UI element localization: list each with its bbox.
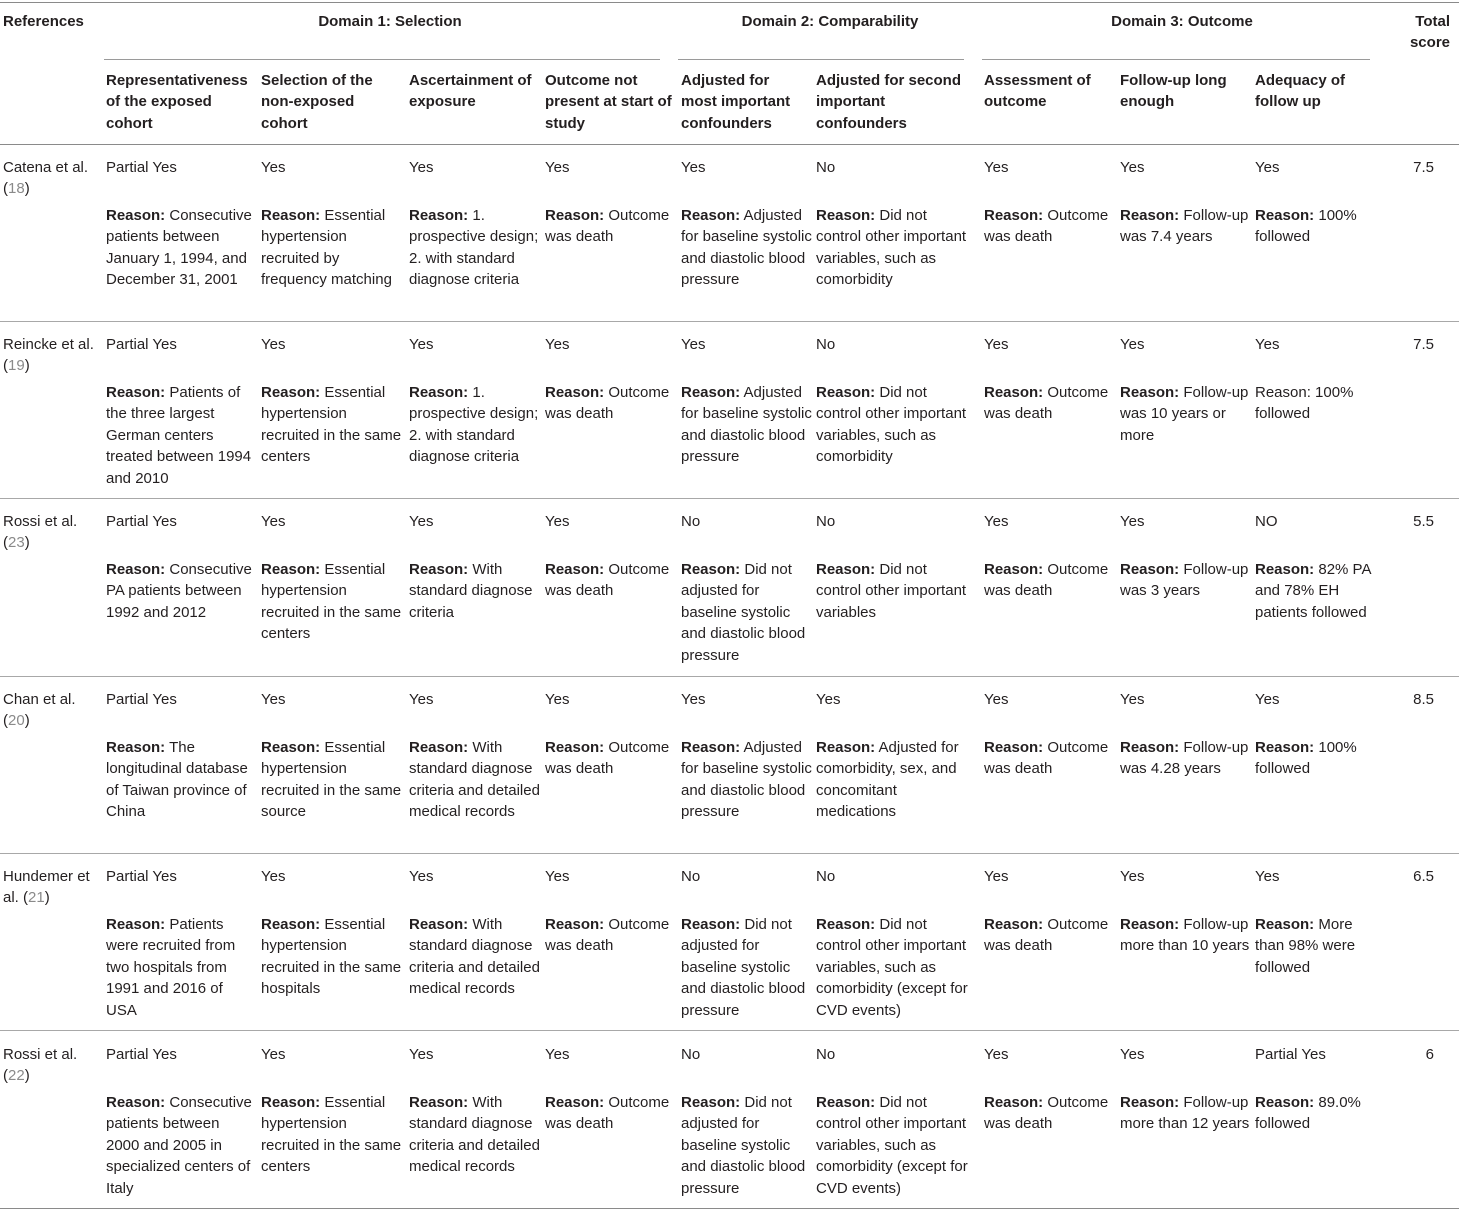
reason-cell [816, 559, 976, 623]
reason-text: Consecutive patients between 2000 and 2005 in specialized centers of Italy [106, 1094, 252, 1197]
reason-text: Adjusted for baseline systolic and diastolic blood pressure [681, 739, 812, 821]
citation-link[interactable]: 21 [28, 889, 45, 907]
reason-cell [1255, 559, 1385, 623]
answer-cell: Partial Yes [106, 868, 177, 885]
reason-cell [1120, 205, 1250, 248]
answer-cell: No [816, 513, 836, 530]
reason-label: Reason: [545, 384, 605, 401]
answer-cell: Yes [984, 691, 1009, 708]
reason-text: 89.0% followed [1255, 1094, 1361, 1133]
reason-text: Follow-up was 7.4 years [1120, 207, 1249, 246]
reason-text: 1. prospective design; 2. with standard diagnose criteria [409, 207, 539, 289]
answer-cell: No [816, 336, 836, 353]
reason-label: Reason: [984, 561, 1044, 578]
reason-label: Reason: [1120, 561, 1180, 578]
reason-label: Reason: [816, 739, 876, 756]
answer-cell: Yes [261, 868, 286, 885]
reason-text: Outcome was death [545, 1094, 670, 1133]
reason-label: Reason: [816, 207, 876, 224]
answer-cell: NO [1255, 513, 1278, 530]
domain1-header: Domain 1: Selection [318, 13, 462, 30]
reason-label: Reason: [816, 561, 876, 578]
reason-cell [545, 205, 675, 248]
answer-cell: Yes [545, 1046, 570, 1063]
column-header: Outcome not present at start of study [545, 72, 672, 132]
reason-cell [1120, 914, 1250, 957]
reason-label: Reason: [1255, 739, 1315, 756]
reason-text: Outcome was death [984, 739, 1109, 778]
reason-text: Adjusted for baseline systolic and diastolic blood pressure [681, 207, 812, 289]
citation-link[interactable]: 22 [8, 1067, 25, 1085]
reason-cell [1255, 914, 1385, 978]
answer-cell: Yes [1255, 868, 1280, 885]
references-header: References [3, 13, 84, 30]
reason-label: Reason: [1120, 207, 1180, 224]
reason-text: Outcome was death [545, 207, 670, 246]
reason-cell [409, 559, 541, 623]
reason-text: 1. prospective design; 2. with standard diagnose criteria [409, 384, 539, 466]
domain3-header: Domain 3: Outcome [1111, 13, 1253, 30]
reason-text: Reason: 100% followed [1255, 384, 1354, 423]
reason-label: Reason: [409, 739, 469, 756]
reason-text: Did not adjusted for baseline systolic and diastolic blood pressure [681, 916, 806, 1019]
reference-name: Rossi et al. [3, 1046, 78, 1063]
reason-label: Reason: [261, 207, 321, 224]
reason-text: 100% followed [1255, 207, 1357, 246]
reason-cell [681, 559, 813, 666]
reason-cell [816, 737, 976, 823]
column-header: Assessment of outcome [984, 72, 1091, 111]
total-score-cell: 5.5 [1413, 513, 1434, 530]
answer-cell: Yes [1120, 868, 1145, 885]
reason-text: Did not control other important variables [816, 561, 967, 621]
citation-link[interactable]: 23 [8, 534, 25, 552]
answer-cell: Partial Yes [106, 1046, 177, 1063]
answer-cell: Yes [1120, 1046, 1145, 1063]
reason-cell [984, 382, 1116, 425]
reason-text: The longitudinal database of Taiwan province of China [106, 739, 248, 821]
reason-text: Did not control other important variables, such as comorbidity (except for CVD events) [816, 916, 968, 1019]
domain2-header: Domain 2: Comparability [741, 13, 919, 30]
reason-cell [1255, 1092, 1385, 1135]
reason-cell [681, 205, 813, 291]
reason-cell [1120, 737, 1250, 780]
reason-text: Essential hypertension recruited in the same centers [261, 384, 402, 466]
reason-cell [106, 205, 256, 291]
reason-text: Outcome was death [984, 916, 1109, 955]
reason-label: Reason: [261, 1094, 321, 1111]
reason-label: Reason: [1120, 384, 1180, 401]
reason-cell [1255, 382, 1385, 425]
reason-cell [984, 914, 1116, 957]
answer-cell: Yes [1120, 336, 1145, 353]
reason-cell [1120, 559, 1250, 602]
reason-label: Reason: [681, 207, 741, 224]
reason-text: Outcome was death [545, 916, 670, 955]
reason-text: With standard diagnose criteria and detailed medical records [409, 739, 540, 821]
reason-label: Reason: [545, 207, 605, 224]
answer-cell: Partial Yes [106, 159, 177, 176]
reason-label: Reason: [681, 384, 741, 401]
reason-cell [816, 205, 976, 291]
reason-text: Did not adjusted for baseline systolic and diastolic blood pressure [681, 561, 806, 664]
reason-label: Reason: [545, 916, 605, 933]
reason-text: Essential hypertension recruited in the same source [261, 739, 402, 821]
header-bottom-rule [0, 144, 1459, 145]
reason-text: Consecutive patients between January 1, 1994, and December 31, 2001 [106, 207, 252, 289]
reason-cell [1255, 205, 1385, 248]
reason-label: Reason: [1255, 561, 1315, 578]
reason-text: Follow-up was 10 years or more [1120, 384, 1249, 444]
reason-label: Reason: [984, 207, 1044, 224]
reason-cell [984, 559, 1116, 602]
reason-cell [106, 559, 256, 623]
reason-label: Reason: [984, 1094, 1044, 1111]
reason-text: Outcome was death [545, 384, 670, 423]
reason-label: Reason: [261, 739, 321, 756]
answer-cell: Yes [409, 1046, 434, 1063]
reason-cell [1120, 382, 1250, 446]
reason-text: Outcome was death [545, 561, 670, 600]
column-header: Adjusted for second important confounders [816, 72, 962, 132]
answer-cell: No [681, 513, 701, 530]
reason-cell [106, 914, 256, 1021]
reason-text: Outcome was death [984, 1094, 1109, 1133]
answer-cell: Yes [409, 336, 434, 353]
reason-text: With standard diagnose criteria and detailed medical records [409, 1094, 540, 1176]
domain3-underline [982, 59, 1370, 60]
column-header: Adjusted for most important confounders [681, 72, 791, 132]
reason-label: Reason: [1120, 739, 1180, 756]
column-header: Adequacy of follow up [1255, 72, 1346, 111]
reason-cell [816, 382, 976, 468]
reference-cell: Chan et al. (20) [3, 691, 76, 730]
answer-cell: Yes [545, 691, 570, 708]
row-divider [0, 676, 1459, 677]
reason-text: Follow-up more than 10 years [1120, 916, 1250, 955]
total-score-cell: 6 [1425, 1046, 1434, 1063]
total-score-cell: 7.5 [1413, 336, 1434, 353]
answer-cell: Yes [984, 1046, 1009, 1063]
reason-label: Reason: [1120, 1094, 1180, 1111]
column-header: Follow-up long enough [1120, 72, 1227, 111]
reason-text: Outcome was death [984, 384, 1109, 423]
reason-cell [816, 914, 976, 1021]
reason-text: Essential hypertension recruited in the same hospitals [261, 916, 402, 998]
reason-label: Reason: [261, 384, 321, 401]
reason-text: Adjusted for baseline systolic and diastolic blood pressure [681, 384, 812, 466]
answer-cell: Yes [261, 513, 286, 530]
reason-cell [409, 1092, 541, 1178]
reason-cell [984, 205, 1116, 248]
answer-cell: No [681, 868, 701, 885]
citation-link[interactable]: 20 [8, 712, 25, 730]
answer-cell: Yes [545, 336, 570, 353]
reason-text: Adjusted for comorbidity, sex, and concomitant medications [816, 739, 959, 821]
reason-cell [106, 1092, 256, 1199]
reason-label: Reason: [409, 384, 469, 401]
reason-cell [984, 737, 1116, 780]
total-score-cell: 8.5 [1413, 691, 1434, 708]
reason-cell [106, 382, 256, 489]
answer-cell: Partial Yes [106, 513, 177, 530]
reason-text: Patients were recruited from two hospitals from 1991 and 2016 of USA [106, 916, 236, 1019]
answer-cell: Yes [816, 691, 841, 708]
reason-text: 82% PA and 78% EH patients followed [1255, 561, 1371, 621]
reason-cell [681, 914, 813, 1021]
reason-cell [261, 737, 403, 823]
reference-cell: Rossi et al. (22) [3, 1046, 78, 1085]
reason-label: Reason: [545, 561, 605, 578]
answer-cell: Yes [409, 513, 434, 530]
reason-label: Reason: [106, 916, 166, 933]
reason-cell [409, 382, 541, 468]
reason-label: Reason: [106, 207, 166, 224]
reason-text: Follow-up was 4.28 years [1120, 739, 1249, 778]
answer-cell: Yes [261, 1046, 286, 1063]
answer-cell: Yes [681, 336, 706, 353]
reason-label: Reason: [106, 1094, 166, 1111]
reason-label: Reason: [261, 916, 321, 933]
reason-text: Did not control other important variables, such as comorbidity [816, 207, 967, 289]
reason-label: Reason: [984, 916, 1044, 933]
column-header: Ascertainment of exposure [409, 72, 532, 111]
row-divider [0, 1030, 1459, 1031]
answer-cell: Yes [1120, 691, 1145, 708]
reason-cell [409, 737, 541, 823]
row-divider [0, 853, 1459, 854]
reason-text: Follow-up was 3 years [1120, 561, 1249, 600]
reason-label: Reason: [816, 1094, 876, 1111]
reference-name: Rossi et al. [3, 513, 78, 530]
table-top-rule [0, 2, 1459, 3]
reason-label: Reason: [816, 384, 876, 401]
reason-label: Reason: [681, 739, 741, 756]
reason-cell [545, 737, 675, 780]
reason-label: Reason: [409, 561, 469, 578]
reason-label: Reason: [681, 916, 741, 933]
reason-cell [409, 205, 541, 291]
answer-cell: Yes [984, 336, 1009, 353]
reason-label: Reason: [984, 384, 1044, 401]
reason-label: Reason: [409, 1094, 469, 1111]
reason-text: With standard diagnose criteria and detailed medical records [409, 916, 540, 998]
reason-label: Reason: [106, 384, 166, 401]
reason-cell [545, 1092, 675, 1135]
citation-link[interactable]: 18 [8, 180, 25, 198]
reference-name: Hundemer et al. [3, 868, 90, 907]
answer-cell: Yes [545, 159, 570, 176]
reason-label: Reason: [984, 739, 1044, 756]
reason-cell [681, 382, 813, 468]
answer-cell: Partial Yes [106, 336, 177, 353]
table-bottom-rule [0, 1208, 1459, 1209]
reason-cell [545, 914, 675, 957]
reference-name: Chan et al. [3, 691, 76, 708]
reason-text: Essential hypertension recruited in the same centers [261, 561, 402, 643]
reason-cell [409, 914, 541, 1000]
reason-text: Patients of the three largest German centers treated between 1994 and 2010 [106, 384, 252, 487]
reason-label: Reason: [409, 207, 469, 224]
answer-cell: Yes [1120, 513, 1145, 530]
answer-cell: Yes [984, 159, 1009, 176]
reason-cell [681, 1092, 813, 1199]
reason-label: Reason: [261, 561, 321, 578]
answer-cell: No [681, 1046, 701, 1063]
answer-cell: No [816, 868, 836, 885]
citation-link[interactable]: 19 [8, 357, 25, 375]
reason-label: Reason: [681, 561, 741, 578]
reason-cell [261, 559, 403, 645]
reason-label: Reason: [816, 916, 876, 933]
reason-text: With standard diagnose criteria [409, 561, 533, 621]
column-header: Selection of the non-exposed cohort [261, 72, 373, 132]
answer-cell: Yes [545, 513, 570, 530]
answer-cell: Yes [261, 159, 286, 176]
row-divider [0, 321, 1459, 322]
domain2-underline [678, 59, 964, 60]
reason-label: Reason: [106, 739, 166, 756]
reason-label: Reason: [681, 1094, 741, 1111]
reason-cell [106, 737, 256, 823]
reason-text: Outcome was death [545, 739, 670, 778]
answer-cell: No [816, 1046, 836, 1063]
reference-cell: Rossi et al. (23) [3, 513, 78, 552]
reason-label: Reason: [545, 1094, 605, 1111]
answer-cell: Yes [1255, 159, 1280, 176]
reference-name: Reincke et al. [3, 336, 94, 353]
answer-cell: Yes [1255, 691, 1280, 708]
reason-label: Reason: [106, 561, 166, 578]
reason-label: Reason: [1255, 207, 1315, 224]
reason-label: Reason: [545, 739, 605, 756]
reason-text: Consecutive PA patients between 1992 and 2012 [106, 561, 252, 621]
answer-cell: Yes [681, 159, 706, 176]
column-header: Representativeness of the exposed cohort [106, 72, 248, 132]
reason-text: Did not control other important variables, such as comorbidity (except for CVD events) [816, 1094, 968, 1197]
reason-cell [545, 382, 675, 425]
domain1-underline [104, 59, 660, 60]
reference-cell: Reincke et al. (19) [3, 336, 94, 375]
reason-cell [261, 914, 403, 1000]
answer-cell: No [816, 159, 836, 176]
total-score-cell: 7.5 [1413, 159, 1434, 176]
reason-text: Essential hypertension recruited by frequency matching [261, 207, 392, 289]
reason-text: Outcome was death [984, 561, 1109, 600]
reason-label: Reason: [1255, 1094, 1315, 1111]
answer-cell: Yes [984, 513, 1009, 530]
reason-cell [1120, 1092, 1250, 1135]
total-score-cell: 6.5 [1413, 868, 1434, 885]
reason-label: Reason: [409, 916, 469, 933]
reason-cell [261, 205, 403, 291]
reason-cell [984, 1092, 1116, 1135]
answer-cell: Yes [409, 159, 434, 176]
reason-cell [261, 382, 403, 468]
reference-cell: Hundemer et al. (21) [3, 868, 90, 907]
reason-label: Reason: [1255, 916, 1315, 933]
answer-cell: Yes [409, 868, 434, 885]
answer-cell: Yes [545, 868, 570, 885]
reference-cell: Catena et al. (18) [3, 159, 89, 198]
answer-cell: Partial Yes [106, 691, 177, 708]
reason-text: More than 98% were followed [1255, 916, 1356, 976]
reason-label: Reason: [1120, 916, 1180, 933]
reason-text: Did not adjusted for baseline systolic and diastolic blood pressure [681, 1094, 806, 1197]
reason-cell [1255, 737, 1385, 780]
reason-text: 100% followed [1255, 739, 1357, 778]
row-divider [0, 498, 1459, 499]
answer-cell: Yes [261, 691, 286, 708]
total-score-header: Total score [1409, 13, 1450, 52]
answer-cell: Partial Yes [1255, 1046, 1326, 1063]
answer-cell: Yes [261, 336, 286, 353]
reference-name: Catena et al. [3, 159, 89, 176]
reason-cell [545, 559, 675, 602]
reason-text: Follow-up more than 12 years [1120, 1094, 1250, 1133]
answer-cell: Yes [681, 691, 706, 708]
answer-cell: Yes [409, 691, 434, 708]
reason-text: Did not control other important variables, such as comorbidity [816, 384, 967, 466]
reason-text: Outcome was death [984, 207, 1109, 246]
reason-cell [681, 737, 813, 823]
answer-cell: Yes [984, 868, 1009, 885]
reason-cell [816, 1092, 976, 1199]
reason-cell [261, 1092, 403, 1178]
answer-cell: Yes [1255, 336, 1280, 353]
reason-text: Essential hypertension recruited in the same centers [261, 1094, 402, 1176]
answer-cell: Yes [1120, 159, 1145, 176]
